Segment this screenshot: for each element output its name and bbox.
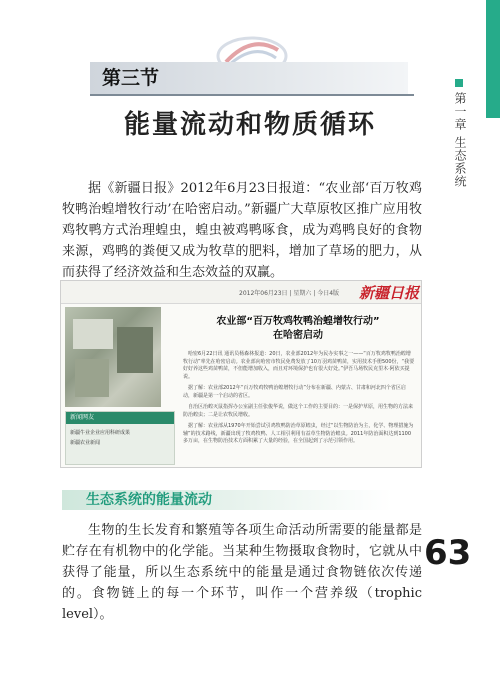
sidebox-item: 新疆牛业企业应用科研成果 — [70, 430, 131, 436]
sidebox-item: 新疆农业新闻 — [70, 440, 101, 446]
newspaper-paragraph: 哈密6月22日讯 通讯员杨森林报道：20日，农业部2012年为民办实事之一——“百万牧鸡牧鸭治蝗增牧行动”率先在哈密启动。农业部向哈密市牧民免费发放了10万羽鸡苗鸭苗，实用技术手册500份，“我要好好养这些鸡苗鸭苗，不但能增加收入，而且对环境保护也有很大好处。”伊吾马场牧民克里木·阿依买提说。 — [183, 351, 415, 380]
newspaper-body — [183, 351, 415, 450]
body-paragraph: 生物的生长发育和繁殖等各项生命活动所需要的能量都是贮存在有机物中的化学能。当某种生物摄取食物时，它就从中获得了能量，所以生态系统中的能量是通过食物链依次传递的。食物链上的每一个环节，叫作一个营养级（trophic level）。 — [62, 523, 422, 622]
newspaper-photo — [65, 307, 161, 407]
newspaper-date-line: 2012年06月23日 | 星期六 | 今日4版 — [239, 290, 340, 297]
section-divider — [90, 94, 414, 96]
newspaper-paragraph: 自治区治蝗灭鼠指挥办公室副主任张俊华说，做这个工作的主要目的：一是保护草原，用生物的方法来防治蝗虫；二是让农牧民增收。 — [183, 404, 414, 418]
newspaper-sidebox — [65, 411, 175, 465]
section-label: 第三节 — [102, 67, 160, 89]
intro-paragraph: 据《新疆日报》2012年6月23日报道：“农业部‘百万牧鸡牧鸭治蝗增牧行动’在哈密启动。”新疆广大草原牧区推广应用牧鸡牧鸭方式治理蝗虫，蝗虫被鸡鸭啄食，成为鸡鸭良好的食物来源，鸡鸭的粪便又成为牧草的肥料，增加了草场的肥力，从而获得了经济效益和生态效益的双赢。 — [62, 181, 422, 280]
chapter-label: 第一章 生态系统 — [453, 92, 467, 188]
newspaper-masthead: 新疆日报 — [359, 284, 420, 302]
subheading: 生态系统的能量流动 — [86, 492, 212, 508]
headline-line-1: 农业部“百万牧鸡牧鸭治蝗增牧行动” — [216, 316, 380, 327]
newspaper-header — [61, 281, 421, 304]
chapter-tab-bar — [486, 0, 500, 118]
page-title: 能量流动和物质循环 — [123, 110, 376, 140]
newspaper-headline — [183, 315, 413, 343]
newspaper-clipping — [60, 280, 422, 468]
newspaper-paragraph: 据了解：农业部2012年“百万牧鸡牧鸭治蝗增牧行动”分布在新疆、内蒙古、甘肃和河北四个省区启动，新疆是第一个启动的省区。 — [183, 385, 406, 399]
headline-line-2: 在哈密启动 — [273, 330, 323, 341]
page-number: 63 — [424, 533, 472, 573]
newspaper-paragraph: 据了解：农业部从1970年开始尝试引鸡牧鸭防治草原蝗虫，经过“以生物防治为主，化学、物理措施为辅”的技术路线，新疆出现了牧鸡牧鸭、人工相引利用有益草生物防治蝗虫。2011年防治面积达到1100多万亩，在生物防治技术方面积累了大量的经验，在全国起到了示范引领作用。 — [183, 423, 414, 444]
sidebox-title: 新闻网友 — [66, 412, 174, 424]
chapter-marker-icon — [455, 79, 463, 87]
